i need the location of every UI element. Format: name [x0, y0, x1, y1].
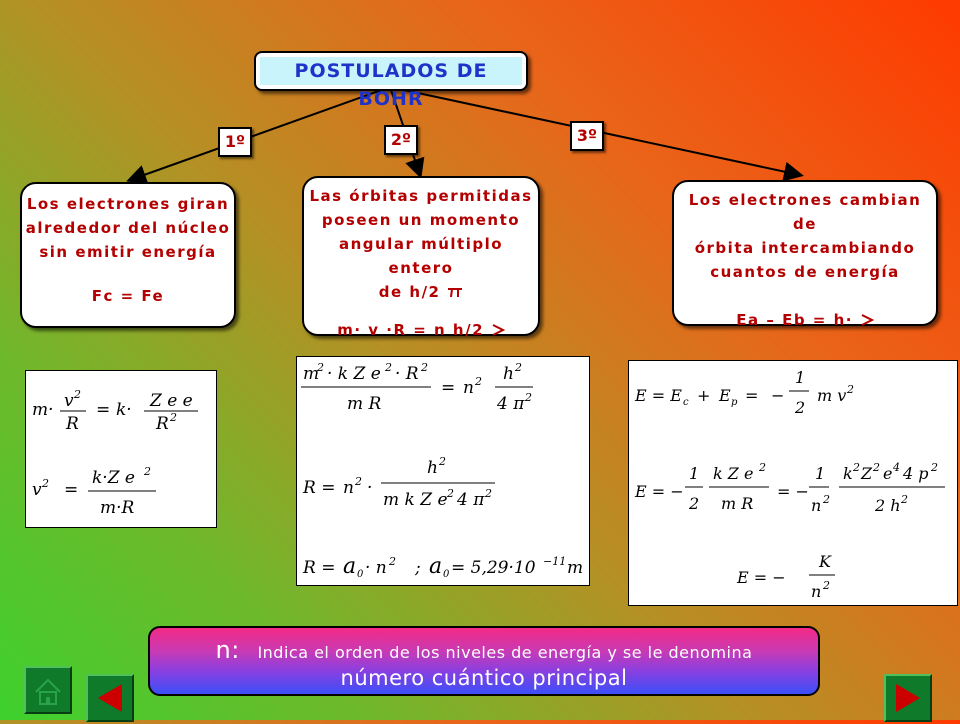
- svg-text:h: h: [503, 364, 514, 384]
- svg-text:2: 2: [847, 383, 854, 396]
- postulate-box-3: [672, 180, 938, 329]
- title-box: [254, 51, 528, 110]
- svg-text:2: 2: [439, 455, 446, 468]
- formula-panel-middle: [296, 356, 590, 586]
- svg-text:E = −: E = −: [635, 482, 684, 501]
- svg-text:p: p: [731, 397, 738, 408]
- ordinal-label-2: 2º: [384, 125, 418, 155]
- formula-panel-right: [628, 360, 958, 606]
- svg-text:m R: m R: [347, 394, 382, 414]
- svg-text:E = −: E = −: [737, 568, 786, 587]
- formula-middle-render: [297, 357, 589, 585]
- formula-left-render: [26, 371, 216, 527]
- svg-text:h: h: [427, 458, 438, 478]
- svg-text:m·: m·: [32, 400, 54, 420]
- svg-text:+: +: [697, 386, 711, 405]
- postulate-box-1: [20, 182, 236, 328]
- svg-text:v: v: [32, 480, 42, 500]
- svg-text:m: m: [567, 558, 584, 578]
- svg-text:E = E: E = E: [635, 386, 682, 405]
- svg-text:= 5,29·10: = 5,29·10: [451, 558, 536, 578]
- svg-text:1: 1: [795, 368, 806, 387]
- svg-text:R: R: [156, 414, 169, 434]
- svg-text:2: 2: [447, 487, 454, 500]
- svg-text:k·: k·: [116, 400, 132, 420]
- svg-text:E: E: [719, 386, 731, 405]
- forward-button[interactable]: [884, 674, 932, 722]
- svg-text:v: v: [64, 391, 74, 411]
- svg-text:2: 2: [355, 475, 362, 488]
- svg-text:k: k: [843, 464, 853, 483]
- svg-text:R =: R =: [303, 478, 336, 498]
- svg-text:Z: Z: [861, 464, 873, 483]
- svg-text:2: 2: [853, 461, 860, 474]
- postulate-1-line: alrededor del núcleo: [25, 219, 231, 237]
- banner-text: Indica el orden de los niveles de energía y se le denomina: [257, 643, 753, 662]
- svg-text:0: 0: [443, 569, 450, 580]
- svg-text:m R: m R: [721, 494, 754, 513]
- postulate-2-line: de h/2: [378, 283, 441, 301]
- svg-text:c: c: [683, 397, 689, 408]
- postulate-2-line: angular múltiplo entero: [338, 235, 504, 277]
- svg-text:2: 2: [525, 391, 532, 404]
- formula-panel-left: [25, 370, 217, 528]
- svg-text:2: 2: [421, 361, 428, 374]
- svg-text:K: K: [819, 552, 831, 571]
- svg-text:0: 0: [357, 569, 364, 580]
- svg-text:R =: R =: [303, 558, 336, 578]
- principal-quantum-number-banner: [148, 626, 820, 696]
- svg-text:R: R: [66, 414, 79, 434]
- svg-text:1: 1: [815, 464, 826, 483]
- svg-text:·: ·: [367, 478, 373, 498]
- back-button[interactable]: [86, 674, 134, 722]
- svg-text:2: 2: [317, 361, 324, 374]
- svg-text:m: m: [303, 364, 320, 384]
- svg-text:2: 2: [901, 493, 908, 506]
- postulate-1-line: sin emitir energía: [39, 243, 217, 261]
- svg-text:n: n: [811, 582, 822, 601]
- svg-text:2: 2: [385, 361, 392, 374]
- svg-text:n: n: [463, 378, 474, 398]
- nu-symbol-icon: [860, 314, 874, 326]
- pi-symbol-icon: [447, 286, 463, 298]
- svg-text:2 h: 2 h: [875, 496, 901, 515]
- postulate-2-line: poseen un momento: [321, 211, 521, 229]
- svg-text:2: 2: [42, 477, 49, 490]
- svg-text:−: −: [771, 386, 785, 405]
- svg-text:· R: · R: [395, 364, 419, 384]
- svg-text:2: 2: [759, 461, 766, 474]
- svg-text:=: =: [64, 480, 79, 500]
- svg-text:m·R: m·R: [100, 498, 135, 518]
- svg-text:· n: · n: [365, 558, 387, 578]
- svg-text:2: 2: [74, 388, 81, 401]
- svg-text:1: 1: [689, 464, 700, 483]
- banner-emphasis: número cuántico principal: [340, 666, 628, 690]
- svg-text:n: n: [343, 478, 354, 498]
- postulate-3-line: Los electrones cambian de: [688, 191, 922, 233]
- svg-text:Z e e: Z e e: [150, 391, 193, 411]
- svg-text:;: ;: [415, 558, 421, 578]
- postulate-1-line: Los electrones giran: [26, 195, 230, 213]
- svg-text:a: a: [343, 554, 357, 579]
- home-button[interactable]: [24, 666, 72, 714]
- svg-text:m k Z e: m k Z e: [383, 490, 448, 510]
- svg-text:2: 2: [873, 461, 880, 474]
- svg-text:2: 2: [931, 461, 938, 474]
- svg-text:2: 2: [515, 361, 522, 374]
- postulate-3-line: órbita intercambiando: [694, 239, 916, 257]
- svg-text:4 π: 4 π: [497, 394, 525, 414]
- svg-text:2: 2: [689, 494, 700, 513]
- svg-text:2: 2: [823, 579, 830, 592]
- svg-text:4 p: 4 p: [903, 464, 929, 483]
- arrow-1: [130, 87, 390, 180]
- svg-text:=: =: [745, 386, 759, 405]
- svg-text:2: 2: [389, 555, 396, 568]
- svg-text:−11: −11: [543, 555, 567, 568]
- svg-text:2: 2: [170, 411, 177, 424]
- svg-text:2: 2: [823, 493, 830, 506]
- svg-text:k Z e: k Z e: [713, 464, 754, 483]
- triangle-right-icon: [886, 676, 930, 720]
- banner-label: n:: [215, 636, 240, 664]
- svg-text:k·Z e: k·Z e: [92, 468, 135, 488]
- svg-text:· k Z e: · k Z e: [327, 364, 381, 384]
- postulate-2-line: Las órbitas permitidas: [309, 187, 533, 205]
- svg-text:= −: = −: [777, 482, 809, 501]
- postulate-3-equation: Ea – Eb = h·: [736, 311, 853, 329]
- postulate-1-equation: Fc = Fe: [91, 287, 165, 305]
- svg-text:2: 2: [795, 398, 806, 417]
- svg-text:2: 2: [485, 487, 492, 500]
- triangle-left-icon: [88, 676, 132, 720]
- svg-text:a: a: [429, 554, 443, 579]
- svg-text:n: n: [811, 496, 822, 515]
- ordinal-label-3: 3º: [570, 121, 604, 151]
- svg-text:=: =: [441, 378, 456, 398]
- svg-text:4: 4: [893, 461, 900, 474]
- svg-text:4 π: 4 π: [457, 490, 485, 510]
- svg-text:m v: m v: [817, 386, 847, 405]
- svg-text:=: =: [96, 400, 111, 420]
- home-icon: [26, 668, 70, 712]
- ordinal-label-1: 1º: [218, 127, 252, 157]
- pi-symbol-icon: [491, 324, 505, 336]
- formula-right-render: [629, 361, 957, 605]
- svg-text:2: 2: [475, 375, 482, 388]
- svg-text:2: 2: [144, 465, 151, 478]
- postulate-2-equation: m· v ·R = n h/2: [337, 321, 485, 339]
- postulate-box-2: [302, 176, 540, 339]
- postulate-3-line: cuantos de energía: [710, 263, 900, 281]
- svg-text:e: e: [883, 464, 893, 483]
- page-title: POSTULADOS DE BOHR: [260, 57, 522, 85]
